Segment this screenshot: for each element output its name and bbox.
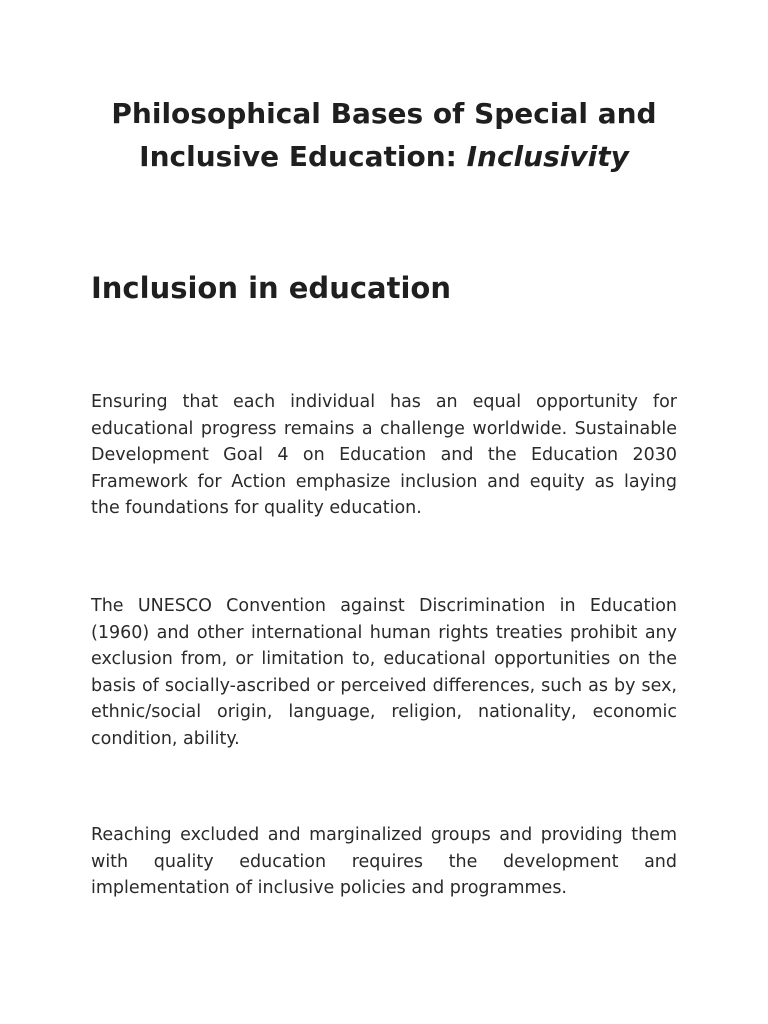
paragraph-3: Reaching excluded and marginalized groups and providing them with quality education requires the development and implementation of inclusive policies and programmes. [91,825,677,899]
paragraph-2: The UNESCO Convention against Discrimination in Education (1960) and other international human rights treaties prohibit any exclusion from, or limitation to, educational opportunities on the basis of socially-ascribed or perceived differences, such as by sex, ethnic/social origin, language, religion, nationality, economic condition, ability. [91,596,677,749]
title-main: Philosophical Bases of Special and Inclusive Education: [111,97,657,173]
paragraph-1: Ensuring that each individual has an equal opportunity for educational progress remains a challenge worldwide. Sustainable Development Goal 4 on Education and the Education 2030 Framework for Action emphasize inclusion and equity as laying the foundations for quality education. [91,392,677,519]
section-heading: Inclusion in education [91,271,451,305]
title-emphasis: Inclusivity [466,140,629,173]
document-title [91,92,677,178]
